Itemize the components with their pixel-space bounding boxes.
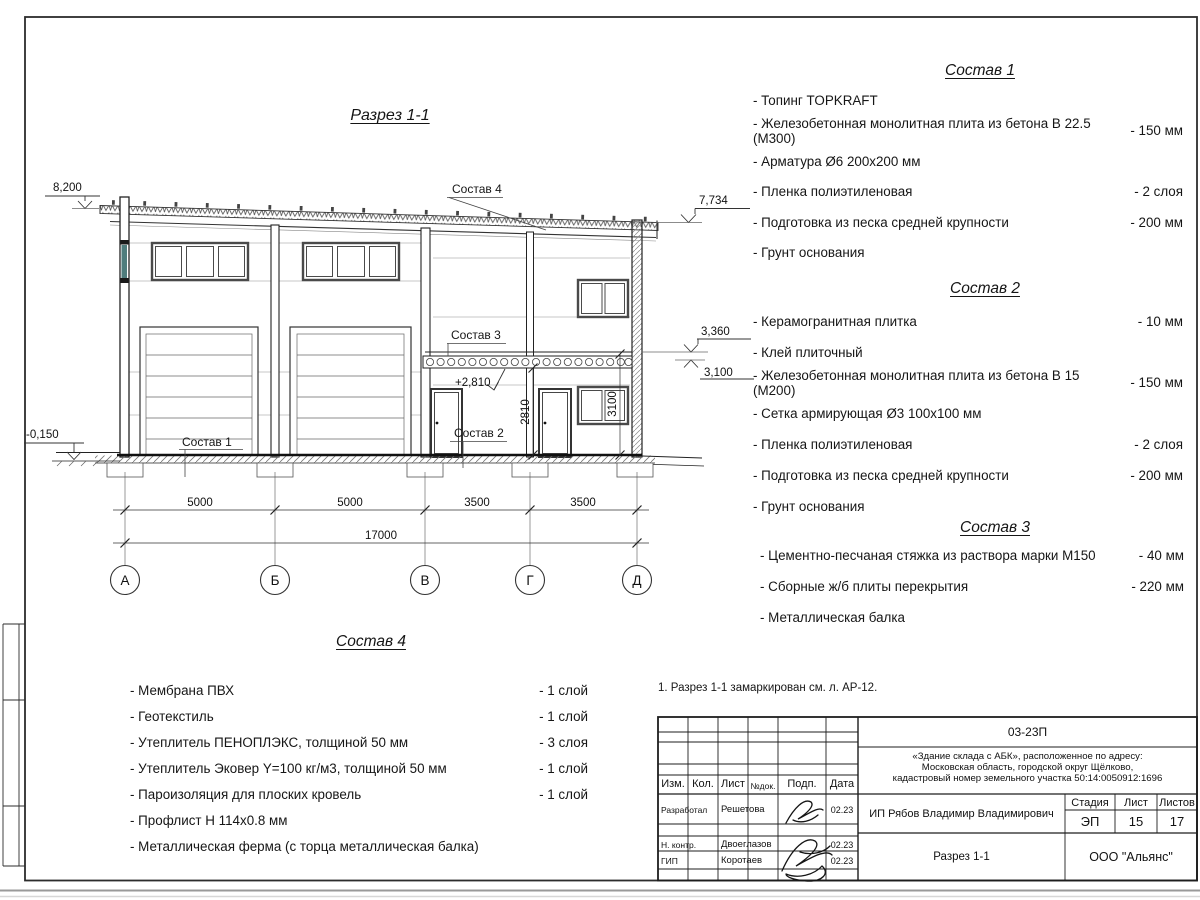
list-item-value: - 2 слоя bbox=[1134, 184, 1183, 200]
name-gip: Коротаев bbox=[721, 855, 763, 866]
dim-3500-2: 3500 bbox=[570, 497, 596, 509]
project-description bbox=[860, 752, 1195, 784]
col-list: Лист bbox=[721, 778, 745, 790]
list-item-text: - Грунт основания bbox=[753, 245, 865, 261]
list-item bbox=[753, 177, 1183, 208]
sostav4-list bbox=[130, 677, 588, 859]
list-item-text: - Керамогранитная плитка bbox=[753, 313, 917, 329]
list-item-text: - Металлическая балка bbox=[760, 610, 905, 625]
sostav2-list bbox=[753, 306, 1183, 522]
dim-5000-2: 5000 bbox=[337, 497, 363, 509]
list-item-text: - Топинг TOPKRAFT bbox=[753, 92, 878, 108]
list-item bbox=[130, 781, 588, 807]
dim-2810: 2810 bbox=[520, 399, 532, 425]
list-item-value: - 1 слой bbox=[539, 786, 588, 802]
level-3100 bbox=[675, 360, 754, 379]
axis-label-d: Д bbox=[632, 573, 642, 588]
list-item-text: - Арматура Ø6 200х200 мм bbox=[753, 153, 921, 169]
list-item bbox=[753, 116, 1183, 147]
list-item-text: - Мембрана ПВХ bbox=[130, 682, 235, 698]
role-gip: ГИП bbox=[661, 856, 678, 866]
level-8200 bbox=[45, 182, 100, 209]
sostav1-list bbox=[753, 85, 1183, 268]
role-ncontr: Н. контр. bbox=[661, 840, 697, 850]
list-item-text: - Подготовка из песка средней крупности bbox=[753, 467, 1009, 483]
sheet-header: Лист bbox=[1124, 797, 1148, 809]
list-item-text: - Пленка полиэтиленовая bbox=[753, 184, 913, 200]
col-podp: Подп. bbox=[787, 778, 817, 790]
door-1 bbox=[431, 389, 462, 457]
sostav2-heading: Состав 2 bbox=[950, 280, 1020, 297]
dim-17000: 17000 bbox=[365, 530, 397, 542]
list-item-value: - 1 слой bbox=[539, 708, 588, 724]
dim-3100: 3100 bbox=[607, 391, 619, 417]
list-item-value: - 1 слой bbox=[539, 682, 588, 698]
list-item bbox=[753, 146, 1183, 177]
axis-label-b: Б bbox=[270, 573, 280, 588]
list-item-value: - 3 слоя bbox=[539, 734, 588, 750]
project-line-3: кадастровый номер земельного участка 50:14:0050912:1696 bbox=[892, 772, 1163, 784]
list-item-value: - 220 мм bbox=[1131, 579, 1184, 594]
list-item bbox=[753, 429, 1183, 460]
list-item-text: - Цементно-песчаная стяжка из раствора марки М150 bbox=[760, 548, 1096, 563]
axis-label-v: В bbox=[420, 573, 430, 588]
list-item bbox=[130, 833, 588, 859]
list-item bbox=[753, 398, 1183, 429]
project-line-1: «Здание склада с АБК», расположенное по адресу: bbox=[912, 751, 1143, 762]
list-item-text: - Утеплитель ПЕНОПЛЭКС, толщиной 50 мм bbox=[130, 734, 409, 750]
client-name: ИП Рябов Владимир Владимирович bbox=[869, 808, 1054, 820]
list-item bbox=[130, 677, 588, 703]
svg-text:-0,150: -0,150 bbox=[26, 429, 59, 441]
list-item bbox=[753, 306, 1183, 337]
list-item bbox=[760, 571, 1184, 602]
sostav3-list bbox=[760, 540, 1184, 633]
list-item-text: - Железобетонная монолитная плита из бетона В 22.5 (М300) bbox=[753, 115, 1091, 146]
list-item-text: - Сборные ж/б плиты перекрытия bbox=[760, 579, 969, 594]
list-item-value: - 150 мм bbox=[1130, 375, 1183, 391]
role-developer: Разработал bbox=[661, 805, 708, 815]
list-item-text: - Пароизоляция для плоских кровель bbox=[130, 786, 362, 802]
list-item bbox=[760, 602, 1184, 633]
level-plus-2810 bbox=[455, 369, 505, 390]
list-item-text: - Железобетонная монолитная плита из бетона В 15 (М200) bbox=[753, 367, 1080, 398]
column-axis-v bbox=[421, 228, 430, 457]
wall-axis-d bbox=[632, 220, 642, 457]
list-item-text: - Пленка полиэтиленовая bbox=[753, 437, 913, 453]
list-item bbox=[760, 540, 1184, 571]
dim-5000-1: 5000 bbox=[187, 497, 213, 509]
warehouse-window-1 bbox=[152, 243, 248, 280]
list-item bbox=[130, 755, 588, 781]
wall-axis-a bbox=[120, 197, 129, 457]
list-item-value: - 200 мм bbox=[1130, 467, 1183, 483]
list-item-value: - 150 мм bbox=[1130, 123, 1183, 139]
axis-bubbles bbox=[111, 566, 652, 595]
column-axis-b bbox=[271, 225, 279, 457]
list-item bbox=[753, 491, 1183, 522]
axis-label-g: Г bbox=[526, 573, 534, 588]
sheet-name: Разрез 1-1 bbox=[933, 851, 990, 863]
list-item-text: - Утеплитель Эковер Y=100 кг/м3, толщиной 50 мм bbox=[130, 760, 447, 776]
list-item bbox=[130, 703, 588, 729]
list-item-text: - Грунт основания bbox=[753, 498, 865, 514]
roof bbox=[100, 202, 658, 241]
signature-developer bbox=[786, 801, 823, 823]
project-line-2: Московская область, городской округ Щёлково, bbox=[921, 761, 1134, 773]
level-7734 bbox=[656, 195, 750, 223]
name-ncontr: Двоеглазов bbox=[721, 839, 772, 850]
list-item-value: - 2 слоя bbox=[1134, 437, 1183, 453]
date-developer: 02.23 bbox=[830, 805, 854, 815]
date-ncontr: 02.23 bbox=[830, 840, 854, 850]
door-2 bbox=[539, 389, 571, 457]
list-item-value: - 200 мм bbox=[1130, 214, 1183, 230]
floor-and-foundation bbox=[52, 453, 704, 478]
list-item bbox=[753, 207, 1183, 238]
list-item-value: - 40 мм bbox=[1138, 548, 1184, 563]
svg-text:Состав 3: Состав 3 bbox=[451, 328, 501, 342]
list-item bbox=[753, 460, 1183, 491]
svg-text:3,100: 3,100 bbox=[704, 367, 733, 379]
section-title: Разрез 1-1 bbox=[350, 107, 430, 124]
list-item-text: - Сетка армирующая Ø3 100х100 мм bbox=[753, 406, 982, 422]
first-floor-window bbox=[578, 387, 628, 424]
stage-value: ЭП bbox=[1080, 814, 1100, 829]
sheets-total: 17 bbox=[1169, 814, 1185, 829]
col-ndok: №док. bbox=[750, 781, 776, 791]
list-item-text: - Подготовка из песка средней крупности bbox=[753, 214, 1009, 230]
list-item-value: - 1 слой bbox=[539, 760, 588, 776]
svg-text:+2,810: +2,810 bbox=[455, 377, 491, 389]
list-item bbox=[130, 807, 588, 833]
level-minus-0150 bbox=[24, 429, 84, 460]
gate-2 bbox=[290, 327, 411, 455]
sheet-number: 15 bbox=[1128, 814, 1144, 829]
list-item bbox=[753, 238, 1183, 269]
axis-label-a: А bbox=[120, 573, 130, 588]
list-item bbox=[753, 85, 1183, 116]
list-item-text: - Металлическая ферма (с торца металлическая балка) bbox=[130, 838, 479, 854]
sostav3-heading: Состав 3 bbox=[960, 519, 1030, 536]
list-item-text: - Геотекстиль bbox=[130, 708, 214, 724]
building-section bbox=[52, 197, 704, 477]
list-item bbox=[753, 337, 1183, 368]
company-name: ООО "Альянс" bbox=[1089, 850, 1173, 864]
signature-approver bbox=[782, 840, 832, 881]
door-handle bbox=[544, 422, 547, 425]
col-izm: Изм. bbox=[661, 778, 685, 790]
sheets-header: Листов bbox=[1159, 797, 1195, 809]
level-3360 bbox=[642, 326, 751, 352]
list-item-value: - 10 мм bbox=[1137, 313, 1183, 329]
dim-3500-1: 3500 bbox=[464, 497, 490, 509]
list-item-text: - Клей плиточный bbox=[753, 344, 863, 360]
sostav1-heading: Состав 1 bbox=[945, 62, 1015, 79]
sostav4-heading: Состав 4 bbox=[336, 633, 406, 650]
svg-text:Состав 2: Состав 2 bbox=[454, 426, 504, 440]
warehouse-window-2 bbox=[303, 243, 399, 280]
svg-text:Состав 4: Состав 4 bbox=[452, 182, 502, 196]
list-item-text: - Профлист Н 114х0.8 мм bbox=[130, 812, 288, 828]
col-data: Дата bbox=[829, 778, 855, 790]
sheet-note: 1. Разрез 1-1 замаркирован см. л. АР-12. bbox=[658, 682, 878, 694]
door-handle bbox=[436, 422, 439, 425]
stage-header: Стадия bbox=[1071, 797, 1109, 809]
date-gip: 02.23 bbox=[830, 856, 854, 866]
list-item bbox=[753, 368, 1183, 399]
second-floor-window bbox=[578, 280, 628, 317]
name-developer: Решетова bbox=[721, 804, 765, 815]
svg-text:3,360: 3,360 bbox=[701, 326, 730, 338]
svg-text:8,200: 8,200 bbox=[53, 182, 82, 194]
doc-number: 03-23П bbox=[1007, 725, 1048, 739]
list-item bbox=[130, 729, 588, 755]
svg-text:Состав 1: Состав 1 bbox=[182, 435, 232, 449]
wall-glazing-strip bbox=[122, 245, 128, 278]
col-kol: Кол. bbox=[692, 778, 714, 790]
svg-text:7,734: 7,734 bbox=[699, 195, 728, 207]
